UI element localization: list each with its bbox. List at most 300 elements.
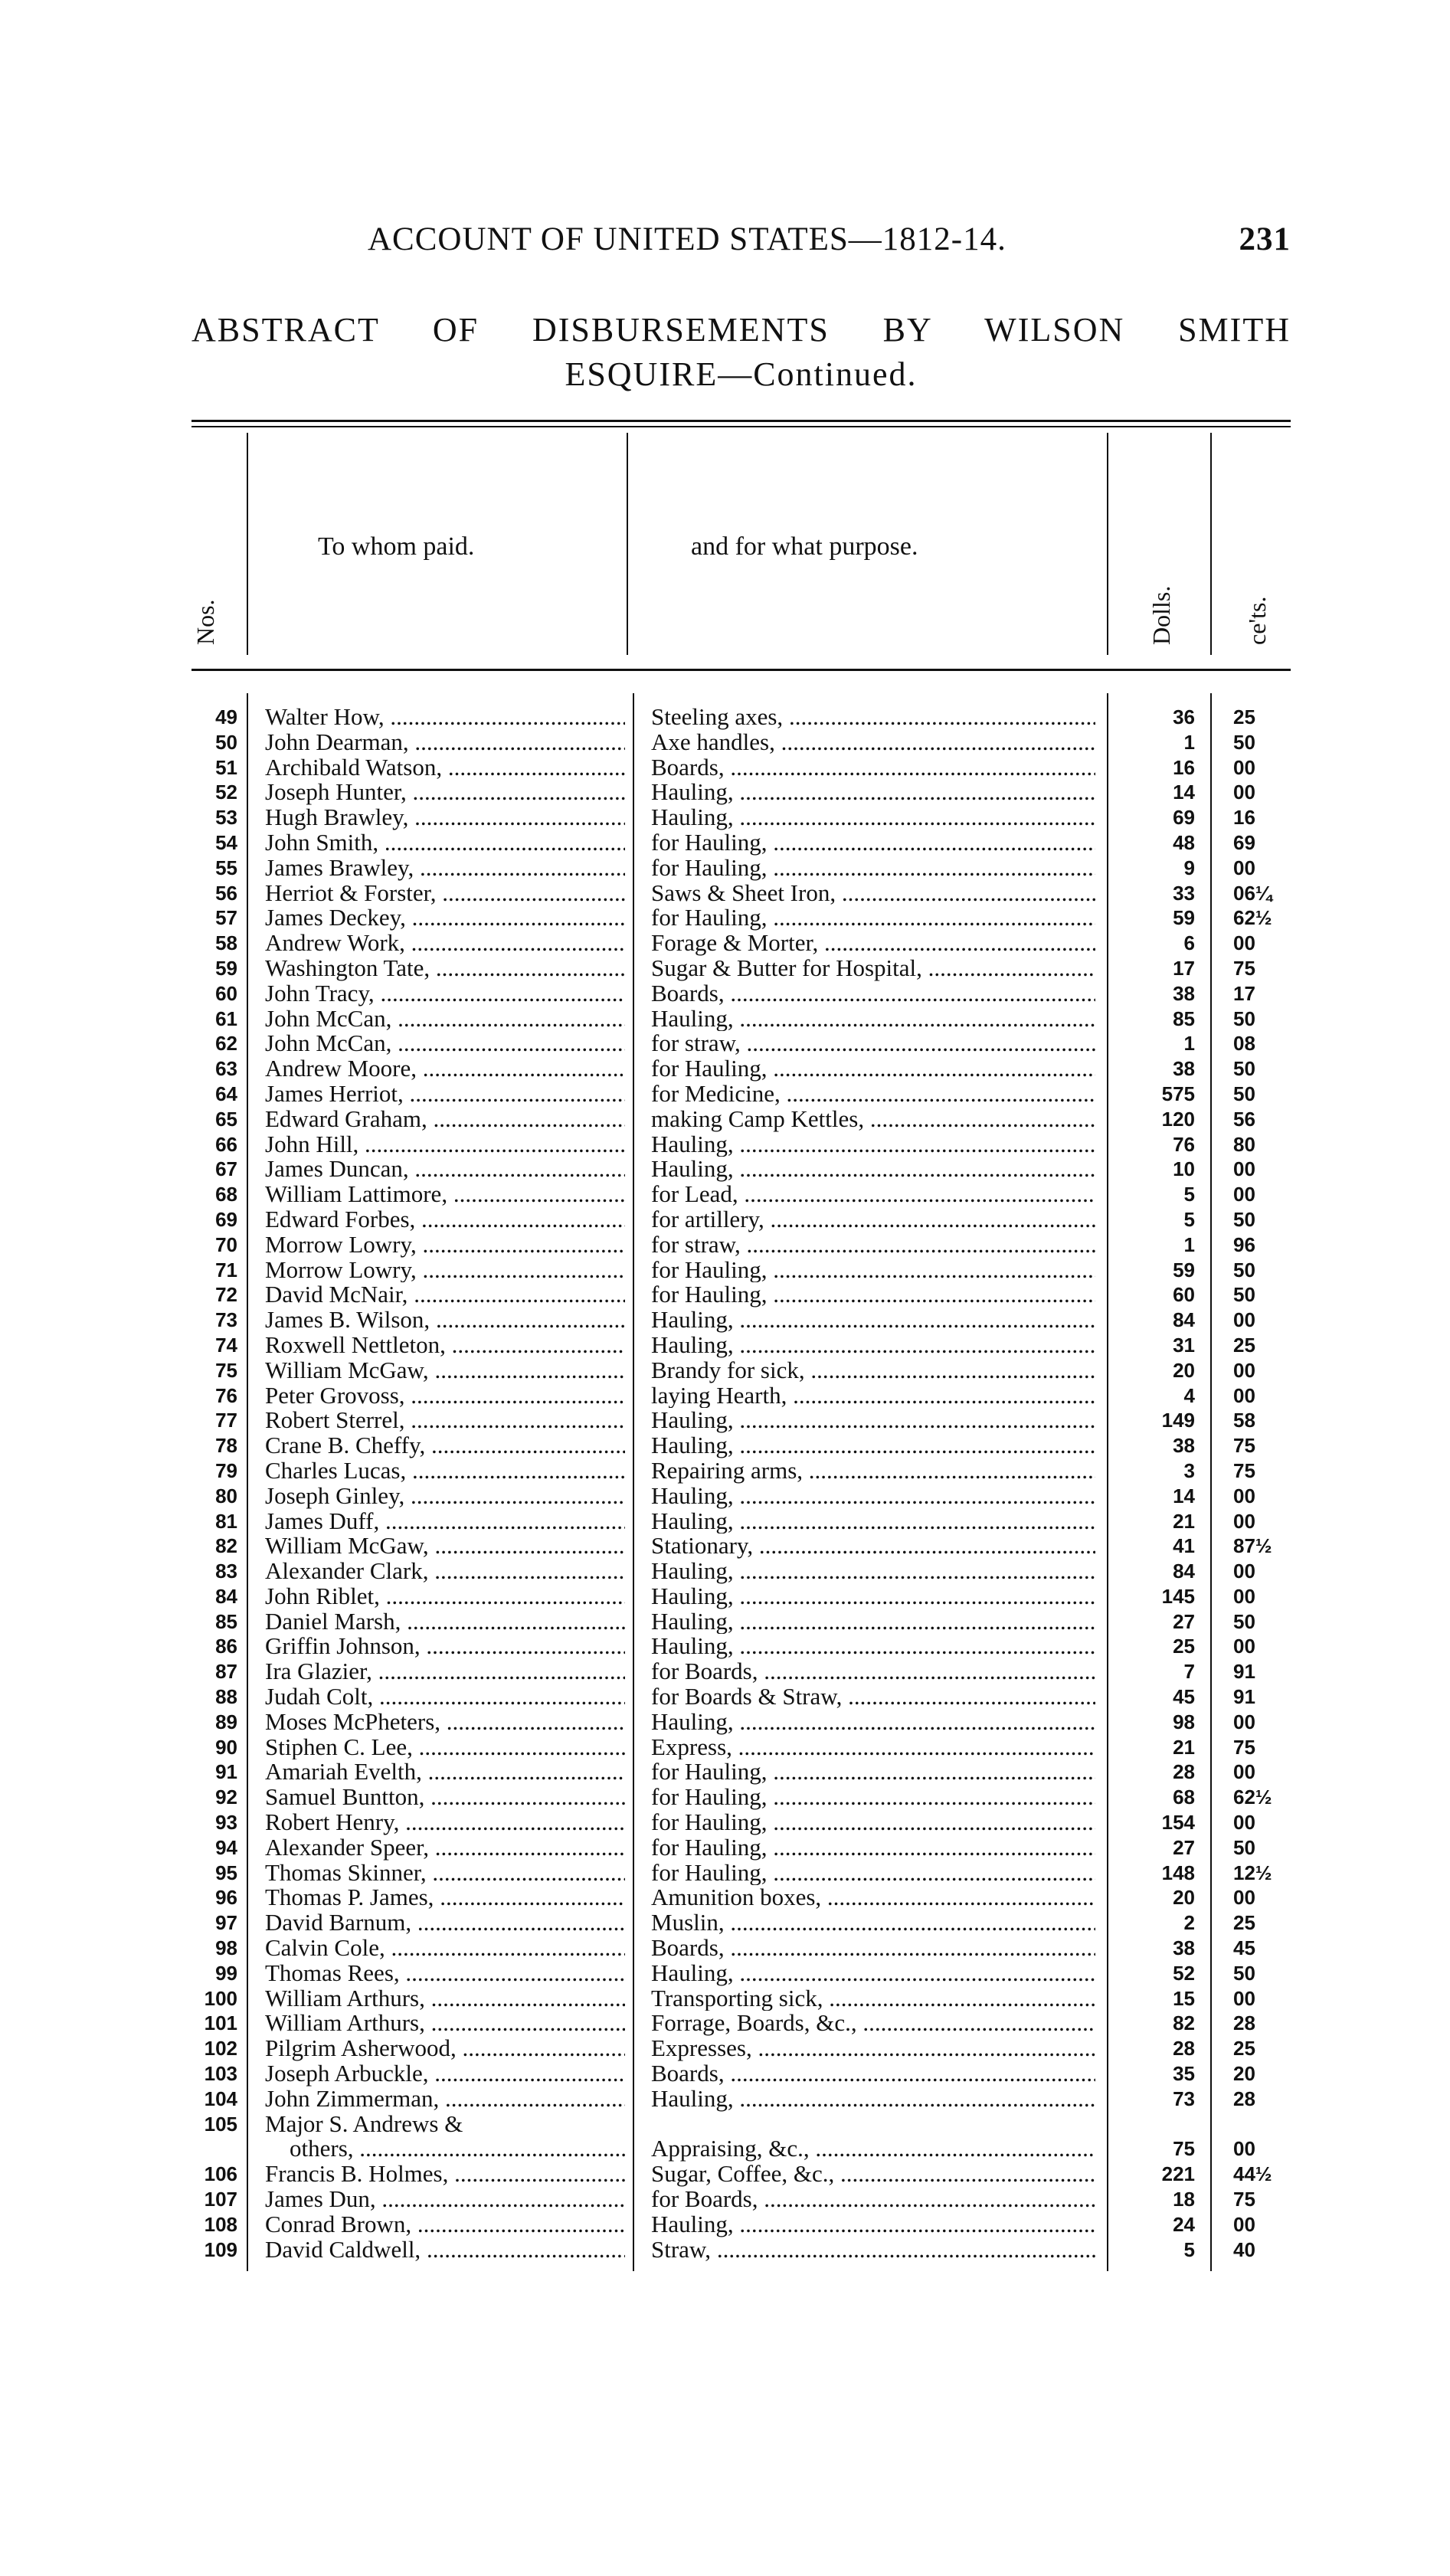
row-number: 64: [215, 1082, 237, 1105]
amount-dollars: 98: [1173, 1710, 1195, 1733]
amount-dollars: 1: [1183, 730, 1195, 754]
payment-purpose: Boards, .....: [651, 755, 1095, 781]
amount-cents: 44½: [1233, 2162, 1272, 2186]
table-row: [191, 1835, 1291, 1861]
row-number: 105: [204, 2112, 237, 2136]
row-number: 109: [204, 2237, 237, 2261]
amount-cents: 00: [1233, 2212, 1255, 2236]
amount-dollars: 1: [1183, 1032, 1195, 1056]
payee-name: Andrew Work, .....: [265, 931, 625, 956]
row-number: 63: [215, 1057, 237, 1081]
payment-purpose: for Boards, .....: [651, 1659, 1095, 1684]
table-row: [191, 1157, 1291, 1182]
amount-cents: 50: [1233, 1082, 1255, 1105]
table-top-rule: [191, 420, 1291, 422]
row-number: 86: [215, 1635, 237, 1658]
row-number: 72: [215, 1283, 237, 1307]
payment-purpose: Hauling, .....: [651, 1509, 1095, 1534]
table-row: [191, 1383, 1291, 1409]
table-row: [191, 1232, 1291, 1258]
amount-cents: 17: [1233, 981, 1255, 1005]
row-number: 82: [215, 1534, 237, 1558]
payment-purpose: Hauling, .....: [651, 805, 1095, 830]
table-row: [191, 1810, 1291, 1835]
payment-purpose: Axe handles, .....: [651, 730, 1095, 755]
amount-cents: 50: [1233, 730, 1255, 754]
table-row: [191, 1634, 1291, 1659]
amount-cents: 25: [1233, 1333, 1255, 1357]
payment-purpose: Forrage, Boards, &c., .....: [651, 2011, 1095, 2036]
payee-name: Edward Graham, .....: [265, 1107, 625, 1132]
row-number: 100: [204, 1986, 237, 2010]
table-row: [191, 2187, 1291, 2212]
payee-name: Hugh Brawley, .....: [265, 805, 625, 830]
amount-cents: 50: [1233, 1258, 1255, 1281]
table-row: [191, 1986, 1291, 2011]
amount-cents: 50: [1233, 1007, 1255, 1030]
amount-cents: 00: [1233, 1760, 1255, 1784]
row-number: 80: [215, 1484, 237, 1507]
amount-cents: 91: [1233, 1685, 1255, 1709]
payee-name: John Dearman, .....: [265, 730, 625, 755]
payee-name: Amariah Evelth, .....: [265, 1759, 625, 1785]
payee-name: William Arthurs, .....: [265, 2011, 625, 2036]
row-number: 49: [215, 705, 237, 728]
payee-name: Conrad Brown, .....: [265, 2212, 625, 2237]
amount-cents: 75: [1233, 1434, 1255, 1458]
amount-dollars: 38: [1173, 1057, 1195, 1081]
payment-purpose: Stationary, .....: [651, 1533, 1095, 1559]
row-number: 55: [215, 856, 237, 879]
payment-purpose: for Hauling, .....: [651, 1056, 1095, 1082]
payee-name: Joseph Ginley, .....: [265, 1484, 625, 1509]
payment-purpose: Sugar, Coffee, &c., .....: [651, 2162, 1095, 2187]
amount-dollars: 24: [1173, 2212, 1195, 2236]
row-number: 67: [215, 1157, 237, 1181]
amount-cents: 00: [1233, 931, 1255, 955]
amount-dollars: 14: [1173, 781, 1195, 804]
row-number: 75: [215, 1358, 237, 1382]
row-number: 65: [215, 1107, 237, 1131]
amount-cents: 00: [1233, 2137, 1255, 2161]
payment-purpose: Hauling, .....: [651, 2087, 1095, 2112]
payee-name: Daniel Marsh, .....: [265, 1609, 625, 1635]
amount-dollars: 52: [1173, 1961, 1195, 1985]
col-divider-3: [1107, 433, 1108, 655]
amount-cents: 50: [1233, 1207, 1255, 1231]
table-row: [191, 1484, 1291, 1509]
row-number: 53: [215, 806, 237, 830]
row-number: 87: [215, 1660, 237, 1684]
payment-purpose: Hauling, .....: [651, 1584, 1095, 1609]
payee-name: James Herriot, .....: [265, 1082, 625, 1107]
amount-cents: 50: [1233, 1283, 1255, 1307]
heading-line-2: ESQUIRE—Continued.: [565, 355, 918, 393]
payee-name: Charles Lucas, .....: [265, 1458, 625, 1484]
payee-name: Archibald Watson, .....: [265, 755, 625, 781]
payee-name: John McCan, .....: [265, 1031, 625, 1056]
row-number: 83: [215, 1560, 237, 1583]
row-number: 71: [215, 1258, 237, 1281]
row-number: 59: [215, 956, 237, 980]
amount-dollars: 33: [1173, 881, 1195, 905]
row-number: 62: [215, 1032, 237, 1056]
amount-dollars: 7: [1183, 1660, 1195, 1684]
table-row: [191, 1659, 1291, 1684]
amount-cents: 91: [1233, 1660, 1255, 1684]
payment-purpose: for Boards & Straw, .....: [651, 1684, 1095, 1710]
table-row: [191, 956, 1291, 981]
payment-purpose: Hauling, .....: [651, 1132, 1095, 1157]
payment-purpose: Boards, .....: [651, 2061, 1095, 2087]
amount-dollars: 25: [1173, 1635, 1195, 1658]
payment-purpose: for Hauling, .....: [651, 1835, 1095, 1861]
row-number: 88: [215, 1685, 237, 1709]
amount-dollars: 20: [1173, 1358, 1195, 1382]
amount-dollars: 45: [1173, 1685, 1195, 1709]
amount-dollars: 154: [1161, 1811, 1195, 1835]
payee-name-line-1: Major S. Andrews &: [265, 2111, 463, 2137]
payee-name: Thomas Rees, .....: [265, 1961, 625, 1986]
col-header-purpose: and for what purpose.: [691, 532, 918, 561]
table-row: [191, 2237, 1291, 2263]
payment-purpose: Hauling, .....: [651, 1157, 1095, 1182]
amount-cents: 20: [1233, 2062, 1255, 2086]
table-top-rule-2: [191, 426, 1291, 427]
table-row: [191, 2112, 1291, 2162]
payee-name: James Brawley, .....: [265, 856, 625, 881]
payment-purpose: Saws & Sheet Iron, .....: [651, 881, 1095, 906]
amount-cents: 00: [1233, 1157, 1255, 1181]
payee-name: Judah Colt, .....: [265, 1684, 625, 1710]
amount-dollars: 5: [1183, 1183, 1195, 1206]
row-number: 102: [204, 2037, 237, 2060]
amount-cents: 58: [1233, 1409, 1255, 1432]
amount-dollars: 59: [1173, 906, 1195, 930]
payment-purpose: Hauling, .....: [651, 1333, 1095, 1358]
col-divider-1: [247, 433, 248, 655]
page-number: 231: [1239, 221, 1291, 257]
table-row: [191, 2011, 1291, 2036]
row-number: 90: [215, 1735, 237, 1759]
table-row: [191, 1408, 1291, 1433]
table-row: [191, 805, 1291, 830]
amount-dollars: 38: [1173, 1936, 1195, 1960]
payment-purpose: making Camp Kettles, .....: [651, 1107, 1095, 1132]
amount-dollars: 4: [1183, 1383, 1195, 1407]
col-divider-4: [1210, 433, 1212, 655]
amount-dollars: 28: [1173, 1760, 1195, 1784]
row-number: 99: [215, 1961, 237, 1985]
amount-cents: 00: [1233, 1710, 1255, 1733]
table-row: [191, 1710, 1291, 1735]
payment-purpose: Sugar & Butter for Hospital, .....: [651, 956, 1095, 981]
table-row: [191, 1684, 1291, 1710]
amount-cents: 12½: [1233, 1861, 1272, 1884]
table-row: [191, 1007, 1291, 1032]
amount-dollars: 17: [1173, 956, 1195, 980]
amount-dollars: 85: [1173, 1007, 1195, 1030]
amount-dollars: 76: [1173, 1132, 1195, 1156]
amount-cents: 50: [1233, 1835, 1255, 1859]
payee-name: Stiphen C. Lee, .....: [265, 1735, 625, 1760]
table-row: [191, 905, 1291, 931]
amount-cents: 00: [1233, 781, 1255, 804]
amount-dollars: 28: [1173, 2037, 1195, 2060]
amount-cents: 56: [1233, 1107, 1255, 1131]
table-row: [191, 1584, 1291, 1609]
amount-cents: 08: [1233, 1032, 1255, 1056]
row-number: 106: [204, 2162, 237, 2186]
amount-cents: 50: [1233, 1961, 1255, 1985]
amount-cents: 00: [1233, 1183, 1255, 1206]
payee-name: Andrew Moore, .....: [265, 1056, 625, 1082]
row-number: 94: [215, 1835, 237, 1859]
amount-dollars: 38: [1173, 981, 1195, 1005]
payment-purpose: Muslin, .....: [651, 1910, 1095, 1936]
row-number: 76: [215, 1383, 237, 1407]
payee-name: Joseph Arbuckle, .....: [265, 2061, 625, 2087]
table-row: [191, 1308, 1291, 1333]
amount-dollars: 9: [1183, 856, 1195, 879]
disbursement-table: [191, 705, 1291, 2262]
row-number: 93: [215, 1811, 237, 1835]
table-row: [191, 1458, 1291, 1484]
table-row: [191, 755, 1291, 781]
payment-purpose: for Lead, .....: [651, 1182, 1095, 1207]
table-row: [191, 1258, 1291, 1283]
payment-purpose: Steeling axes, .....: [651, 705, 1095, 730]
table-row: [191, 981, 1291, 1007]
amount-dollars: 82: [1173, 2011, 1195, 2035]
table-row: [191, 1182, 1291, 1207]
running-head-title: ACCOUNT OF UNITED STATES—1812-14.: [368, 221, 1006, 257]
table-row: [191, 1132, 1291, 1157]
table-row: [191, 1861, 1291, 1886]
col-header-dolls: Dolls.: [1147, 585, 1175, 645]
table-row: [191, 2212, 1291, 2237]
row-number: 54: [215, 830, 237, 854]
payment-purpose: Hauling, .....: [651, 1710, 1095, 1735]
table-row: [191, 931, 1291, 956]
payment-purpose: Express, .....: [651, 1735, 1095, 1760]
amount-cents: 16: [1233, 806, 1255, 830]
amount-dollars: 59: [1173, 1258, 1195, 1281]
amount-cents: 00: [1233, 1358, 1255, 1382]
amount-dollars: 5: [1183, 2237, 1195, 2261]
amount-dollars: 2: [1183, 1911, 1195, 1935]
table-row: [191, 1936, 1291, 1961]
row-number: 57: [215, 906, 237, 930]
amount-dollars: 69: [1173, 806, 1195, 830]
payee-name: Moses McPheters, .....: [265, 1710, 625, 1735]
table-row: [191, 1785, 1291, 1810]
row-number: 51: [215, 755, 237, 779]
row-number: 101: [204, 2011, 237, 2035]
amount-dollars: 149: [1161, 1409, 1195, 1432]
amount-cents: 00: [1233, 1986, 1255, 2010]
payee-name: Morrow Lowry, .....: [265, 1232, 625, 1258]
payee-name: Griffin Johnson, .....: [265, 1634, 625, 1659]
payee-name: David McNair, .....: [265, 1282, 625, 1308]
table-row: [191, 1031, 1291, 1056]
payee-name: Crane B. Cheffy, .....: [265, 1433, 625, 1458]
payee-name: Thomas Skinner, .....: [265, 1861, 625, 1886]
row-number: 89: [215, 1710, 237, 1733]
payee-name: Edward Forbes, .....: [265, 1207, 625, 1232]
payment-purpose: Hauling, .....: [651, 1484, 1095, 1509]
row-number: 77: [215, 1409, 237, 1432]
row-number: 81: [215, 1509, 237, 1533]
payment-purpose: Brandy for sick, .....: [651, 1358, 1095, 1383]
payee-name: Pilgrim Asherwood, .....: [265, 2036, 625, 2061]
payment-purpose: for Boards, .....: [651, 2187, 1095, 2212]
payment-purpose: Hauling, .....: [651, 1961, 1095, 1986]
table-row: [191, 1533, 1291, 1559]
payment-purpose: for Hauling, .....: [651, 830, 1095, 856]
payee-name: James Duff, .....: [265, 1509, 625, 1534]
table-row: [191, 1559, 1291, 1584]
table-row: [191, 2087, 1291, 2112]
payee-name: James Dun, .....: [265, 2187, 625, 2212]
amount-cents: 50: [1233, 1057, 1255, 1081]
amount-cents: 00: [1233, 1383, 1255, 1407]
table-row: [191, 1082, 1291, 1107]
payment-purpose: Transporting sick, .....: [651, 1986, 1095, 2011]
payee-name: William Arthurs, .....: [265, 1986, 625, 2011]
amount-dollars: 6: [1183, 931, 1195, 955]
amount-cents: 69: [1233, 830, 1255, 854]
row-number: 85: [215, 1609, 237, 1633]
payment-purpose: Appraising, &c., .....: [651, 2136, 1095, 2162]
table-row: [191, 780, 1291, 805]
amount-dollars: 14: [1173, 1484, 1195, 1507]
amount-dollars: 1: [1183, 1232, 1195, 1256]
payee-name: Thomas P. James, .....: [265, 1885, 625, 1910]
payee-name: Alexander Clark, .....: [265, 1559, 625, 1584]
amount-dollars: 48: [1173, 830, 1195, 854]
amount-cents: 25: [1233, 705, 1255, 728]
row-number: 108: [204, 2212, 237, 2236]
table-row: [191, 1207, 1291, 1232]
payee-name: William Lattimore, .....: [265, 1182, 625, 1207]
amount-dollars: 75: [1173, 2137, 1195, 2161]
page-heading: [191, 308, 1291, 397]
payee-name: Peter Grovoss, .....: [265, 1383, 625, 1409]
amount-dollars: 31: [1173, 1333, 1195, 1357]
payment-purpose: Hauling, .....: [651, 1308, 1095, 1333]
amount-dollars: 221: [1161, 2162, 1195, 2186]
table-row: [191, 1433, 1291, 1458]
col-divider-2: [627, 433, 628, 655]
amount-cents: 00: [1233, 1509, 1255, 1533]
row-number: 104: [204, 2087, 237, 2110]
payee-name: Robert Henry, .....: [265, 1810, 625, 1835]
amount-cents: 06¼: [1233, 881, 1272, 905]
heading-line-1: ABSTRACT OF DISBURSEMENTS BY WILSON SMITH: [191, 311, 1291, 349]
amount-dollars: 21: [1173, 1509, 1195, 1533]
payment-purpose: Hauling, .....: [651, 1634, 1095, 1659]
payee-name: Francis B. Holmes, .....: [265, 2162, 625, 2187]
amount-dollars: 3: [1183, 1458, 1195, 1482]
amount-dollars: 20: [1173, 1886, 1195, 1910]
payee-name: Joseph Hunter, .....: [265, 780, 625, 805]
amount-cents: 75: [1233, 1735, 1255, 1759]
payee-name: [265, 2112, 625, 2162]
payment-purpose: for artillery, .....: [651, 1207, 1095, 1232]
payee-name: William McGaw, .....: [265, 1358, 625, 1383]
table-row: [191, 1509, 1291, 1534]
payee-name: David Barnum, .....: [265, 1910, 625, 1936]
payment-purpose: for Hauling, .....: [651, 1258, 1095, 1283]
payment-purpose: Boards, .....: [651, 981, 1095, 1007]
amount-cents: 40: [1233, 2237, 1255, 2261]
row-number: 74: [215, 1333, 237, 1357]
payment-purpose: Hauling, .....: [651, 780, 1095, 805]
row-number: 95: [215, 1861, 237, 1884]
amount-cents: 00: [1233, 1635, 1255, 1658]
payment-purpose: Amunition boxes, .....: [651, 1885, 1095, 1910]
row-number: 69: [215, 1207, 237, 1231]
amount-dollars: 145: [1161, 1584, 1195, 1608]
row-number: 56: [215, 881, 237, 905]
amount-cents: 00: [1233, 1308, 1255, 1332]
table-row: [191, 2061, 1291, 2087]
payee-name: James Deckey, .....: [265, 905, 625, 931]
payee-name: John Tracy, .....: [265, 981, 625, 1007]
row-number: 92: [215, 1786, 237, 1809]
row-number: 103: [204, 2062, 237, 2086]
payment-purpose: laying Hearth, .....: [651, 1383, 1095, 1409]
amount-cents: 75: [1233, 956, 1255, 980]
amount-cents: 00: [1233, 1886, 1255, 1910]
payment-purpose: Hauling, .....: [651, 1559, 1095, 1584]
row-number: 58: [215, 931, 237, 955]
amount-dollars: 36: [1173, 705, 1195, 728]
payment-purpose: Hauling, .....: [651, 1007, 1095, 1032]
payment-purpose: Repairing arms, .....: [651, 1458, 1095, 1484]
table-row: [191, 1282, 1291, 1308]
amount-cents: 28: [1233, 2011, 1255, 2035]
table-row: [191, 730, 1291, 755]
table-row: [191, 2162, 1291, 2187]
payee-name: William McGaw, .....: [265, 1533, 625, 1559]
table-row: [191, 830, 1291, 856]
payment-purpose: for Hauling, .....: [651, 856, 1095, 881]
row-number: 68: [215, 1183, 237, 1206]
amount-cents: 25: [1233, 1911, 1255, 1935]
amount-cents: 00: [1233, 755, 1255, 779]
row-number: 84: [215, 1584, 237, 1608]
row-number: 78: [215, 1434, 237, 1458]
payment-purpose: Hauling, .....: [651, 1609, 1095, 1635]
amount-dollars: 16: [1173, 755, 1195, 779]
payee-name: John Zimmerman, .....: [265, 2087, 625, 2112]
payee-name: James Duncan, .....: [265, 1157, 625, 1182]
amount-dollars: 148: [1161, 1861, 1195, 1884]
payee-name: James B. Wilson, .....: [265, 1308, 625, 1333]
row-number: 70: [215, 1232, 237, 1256]
payment-purpose: Hauling, .....: [651, 1433, 1095, 1458]
amount-dollars: 575: [1161, 1082, 1195, 1105]
payee-name: Herriot & Forster, .....: [265, 881, 625, 906]
amount-dollars: 10: [1173, 1157, 1195, 1181]
payment-purpose: Expresses, .....: [651, 2036, 1095, 2061]
payment-purpose: Forage & Morter, .....: [651, 931, 1095, 956]
table-row: [191, 1107, 1291, 1132]
payment-purpose: Hauling, .....: [651, 1408, 1095, 1433]
payee-name: Roxwell Nettleton, .....: [265, 1333, 625, 1358]
